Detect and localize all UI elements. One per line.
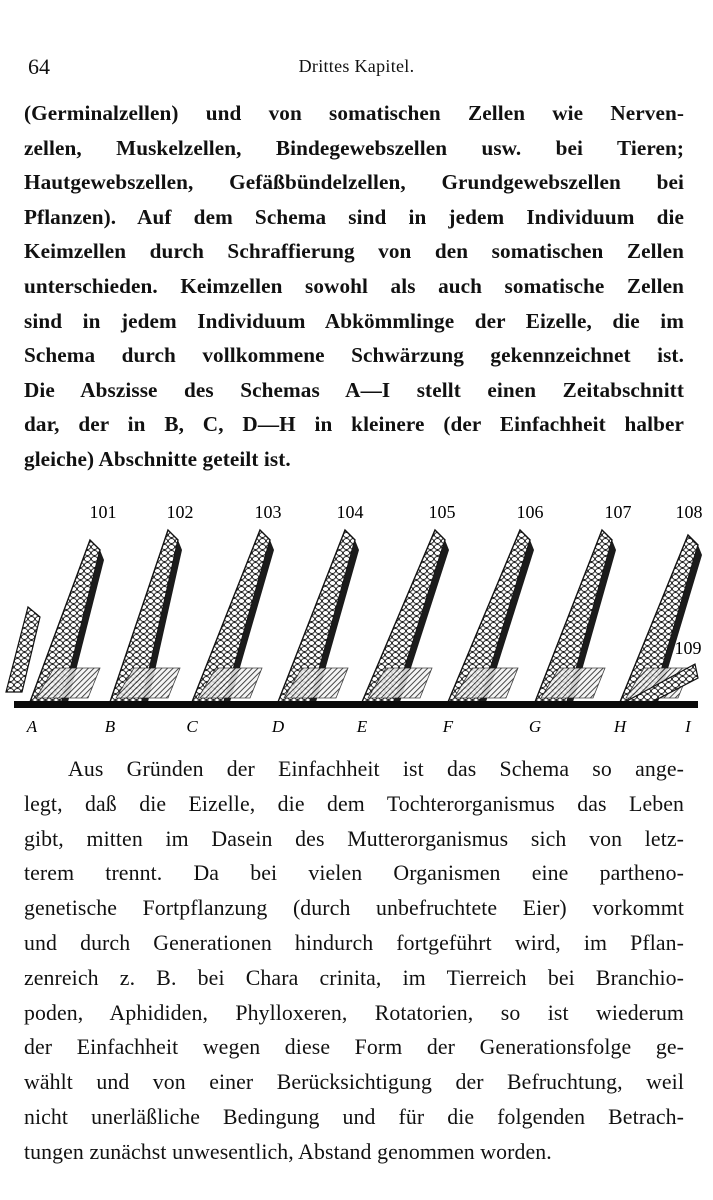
text-line: dar, der in B, C, D—H in kleinere (der Einfachheit halber [24, 412, 684, 437]
schema-diagram [0, 490, 713, 750]
axis-letter-e: E [356, 717, 368, 736]
individual-wedge [535, 530, 616, 702]
text-line: der Einfachheit wegen diese Form der Generationsfolge ge- [24, 1035, 684, 1060]
text-line: zellen, Muskelzellen, Bindegewebszellen usw. bei Tieren; [24, 135, 684, 160]
text-line: Die Abszisse des Schemas A—I stellt einen Zeitabschnitt [24, 377, 684, 402]
individual-wedge [362, 530, 449, 702]
running-head: Drittes Kapitel. [298, 56, 415, 76]
figure-number-105: 105 [428, 502, 456, 522]
text-line: Keimzellen durch Schraffierung von den somatischen Zellen [24, 239, 684, 264]
axis-letter-d: D [271, 717, 285, 736]
axis-letter-a: A [26, 717, 38, 736]
axis-letter-i: I [685, 717, 691, 736]
partial-wedge [6, 607, 40, 692]
text-line: legt, daß die Eizelle, die dem Tochterorganismus das Leben [24, 791, 684, 816]
text-line: Hautgewebszellen, Gefäßbündelzellen, Grundgewebszellen bei [24, 170, 684, 195]
paragraph-1 [24, 96, 684, 477]
figure-number-103: 103 [254, 502, 282, 522]
figure-number-109: 109 [674, 638, 702, 658]
generation-schema-figure [0, 490, 713, 750]
page-header [28, 54, 685, 84]
axis-letter-f: F [442, 717, 454, 736]
paragraph-2 [24, 752, 684, 1170]
axis-letter-b: B [104, 717, 116, 736]
individual-wedge [110, 530, 182, 702]
figure-number-107: 107 [604, 502, 632, 522]
figure-number-106: 106 [516, 502, 544, 522]
text-line: gibt, mitten im Dasein des Mutterorganismus sich von letz- [24, 826, 684, 851]
text-line: (Germinalzellen) und von somatischen Zellen wie Nerven- [24, 101, 684, 125]
individual-wedge [192, 530, 274, 702]
individual-wedge [278, 530, 359, 702]
individual-wedges [6, 530, 702, 708]
page-number: 64 [28, 54, 50, 79]
abscissa-baseline [14, 701, 698, 708]
text-line: und durch Generationen hindurch fortgeführt wird, im Pflan- [24, 930, 684, 955]
figure-number-104: 104 [336, 502, 364, 522]
individual-wedge [30, 540, 104, 702]
axis-letter-h: H [613, 717, 627, 736]
text-line: unterschieden. Keimzellen sowohl als auch somatische Zellen [24, 273, 684, 298]
axis-letter-c: C [186, 717, 198, 736]
text-line: sind in jedem Individuum Abkömmlinge der Eizelle, die im [24, 308, 684, 333]
text-line: terem trennt. Da bei vielen Organismen eine partheno- [24, 861, 684, 886]
figure-number-108: 108 [675, 502, 703, 522]
text-line: tungen zunächst unwesentlich, Abstand genommen worden. [24, 1139, 552, 1164]
text-line: genetische Fortpflanzung (durch unbefruchtete Eier) vorkommt [24, 896, 684, 921]
figure-number-101: 101 [89, 502, 117, 522]
figure-number-102: 102 [166, 502, 194, 522]
text-line: Pflanzen). Auf dem Schema sind in jedem Individuum die [24, 204, 684, 229]
text-line: poden, Aphididen, Phylloxeren, Rotatorien, so ist wiederum [24, 1000, 684, 1025]
text-line: Aus Gründen der Einfachheit ist das Schema so ange- [68, 757, 684, 781]
axis-letter-g: G [528, 717, 542, 736]
text-line: nicht unerläßliche Bedingung und für die folgenden Betrach- [24, 1104, 684, 1129]
text-line: gleiche) Abschnitte geteilt ist. [24, 446, 291, 471]
individual-wedge [448, 530, 534, 702]
text-line: zenreich z. B. bei Chara crinita, im Tierreich bei Branchio- [24, 965, 684, 990]
text-line: Schema durch vollkommene Schwärzung gekennzeichnet ist. [24, 343, 684, 368]
text-line: wählt und von einer Berücksichtigung der Befruchtung, weil [24, 1070, 684, 1095]
